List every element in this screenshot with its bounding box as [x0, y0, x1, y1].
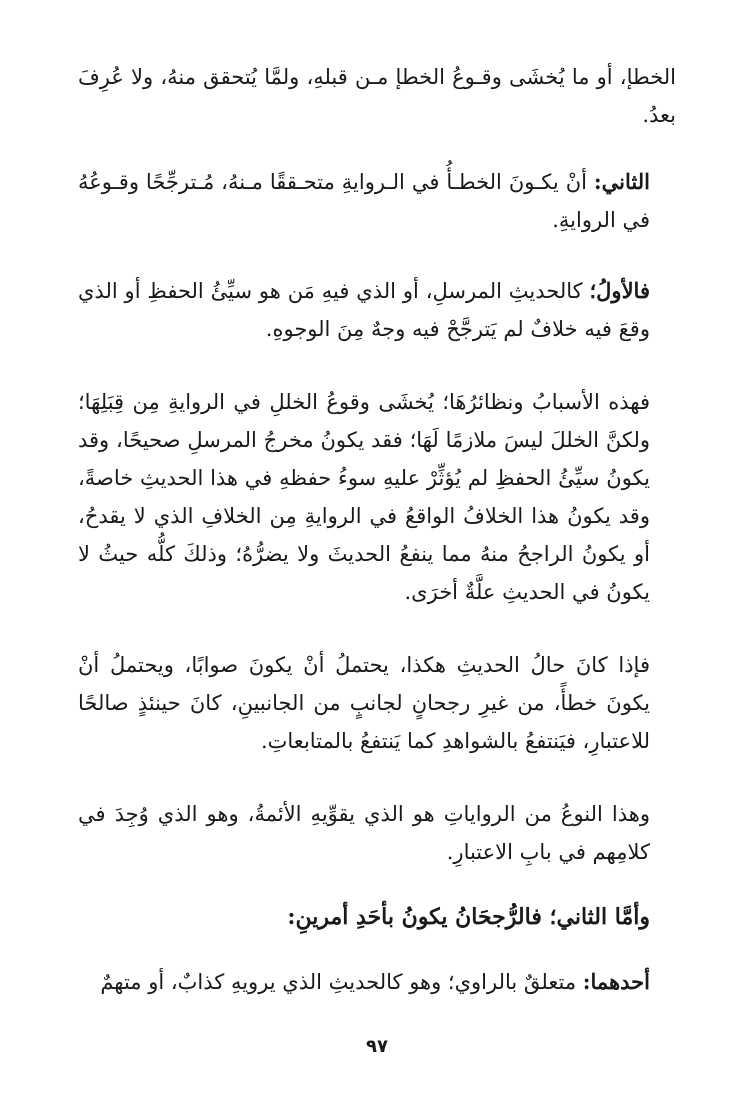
paragraph-4 [78, 383, 676, 611]
paragraph-1 [78, 58, 676, 134]
paragraph-6-text: وهذا النوعُ من الرواياتِ هو الذي يقوِّيهِ الأئمةُ، وهو الذي وُجِدَ في كلامِهم في بابِ الاعتبارِ. [78, 802, 650, 864]
paragraph-5 [78, 646, 676, 760]
paragraph-6 [78, 795, 676, 871]
paragraph-1-text: الخطإ، أو ما يُخشَى وقـوعُ الخطإ مـن قبلهِ، ولمَّا يُتحقق منهُ، ولا عُرِفَ بعدُ. [78, 65, 676, 127]
paragraph-2-text: أنْ يكـونَ الخطـأُ في الـروايةِ متحـققًا مـنهُ، مُـترجِّحًا وقـوعُهُ في الروايةِ. [78, 170, 650, 232]
section-heading-text: وأمَّا الثاني؛ فالرُّجحَانُ يكونُ بأحَدِ أمرينِ: [287, 904, 650, 930]
section-heading [78, 898, 676, 936]
paragraph-7-text: متعلقٌ بالراوي؛ وهو كالحديثِ الذي يرويهِ كذابٌ، أو متهمٌ [100, 970, 583, 994]
paragraph-2-lead: الثاني: [593, 169, 650, 194]
paragraph-7 [78, 963, 676, 1001]
paragraph-3-lead: فالأولُ؛ [589, 278, 650, 303]
paragraph-3 [78, 272, 676, 348]
paragraph-3-text: كالحديثِ المرسلِ، أو الذي فيهِ مَن هو سيِّئُ الحفظِ أو الذي وقعَ فيه خلافٌ لم يَترجَّحْ فيه وجهٌ مِنَ الوجوهِ. [78, 279, 650, 341]
paragraph-7-lead: أحدهما: [582, 969, 650, 994]
paragraph-4-text: فهذه الأسبابُ ونظائرُهَا؛ يُخشَى وقوعُ الخللِ في الروايةِ مِن قِبَلِهَا؛ ولكنَّ الخللَ ليسَ ملازمًا لَهَا؛ فقد يكونُ مخرجُ المرسلِ صحيحًا، وقد يكونُ سيِّئُ الحفظِ لم يُؤثِّرْ عليهِ سوءُ حفظهِ في هذا الحديثِ خاصةً، وقد يكونُ هذا الخلافُ الواقعُ في الروايةِ مِن الخلافِ الذي لا يقدحُ، أو يكونُ الراجحُ منهُ مما ينفعُ الحديثَ ولا يضرُّهُ؛ وذلكَ كلُّه حيثُ لا يكونُ في الحديثِ علَّةٌ أخرَى. [78, 390, 650, 604]
page-number: ٩٧ [366, 1036, 388, 1057]
page-body [78, 58, 676, 1033]
paragraph-5-text: فإذا كانَ حالُ الحديثِ هكذا، يحتملُ أنْ يكونَ صوابًا، ويحتملُ أنْ يكونَ خطأً، من غيرِ رجحانٍ لجانبٍ من الجانبينِ، كانَ حينئذٍ صالحًا للاعتبارِ، فيَنتفعُ بالشواهدِ كما يَنتفعُ بالمتابعاتِ. [78, 653, 650, 753]
paragraph-2 [78, 163, 676, 239]
